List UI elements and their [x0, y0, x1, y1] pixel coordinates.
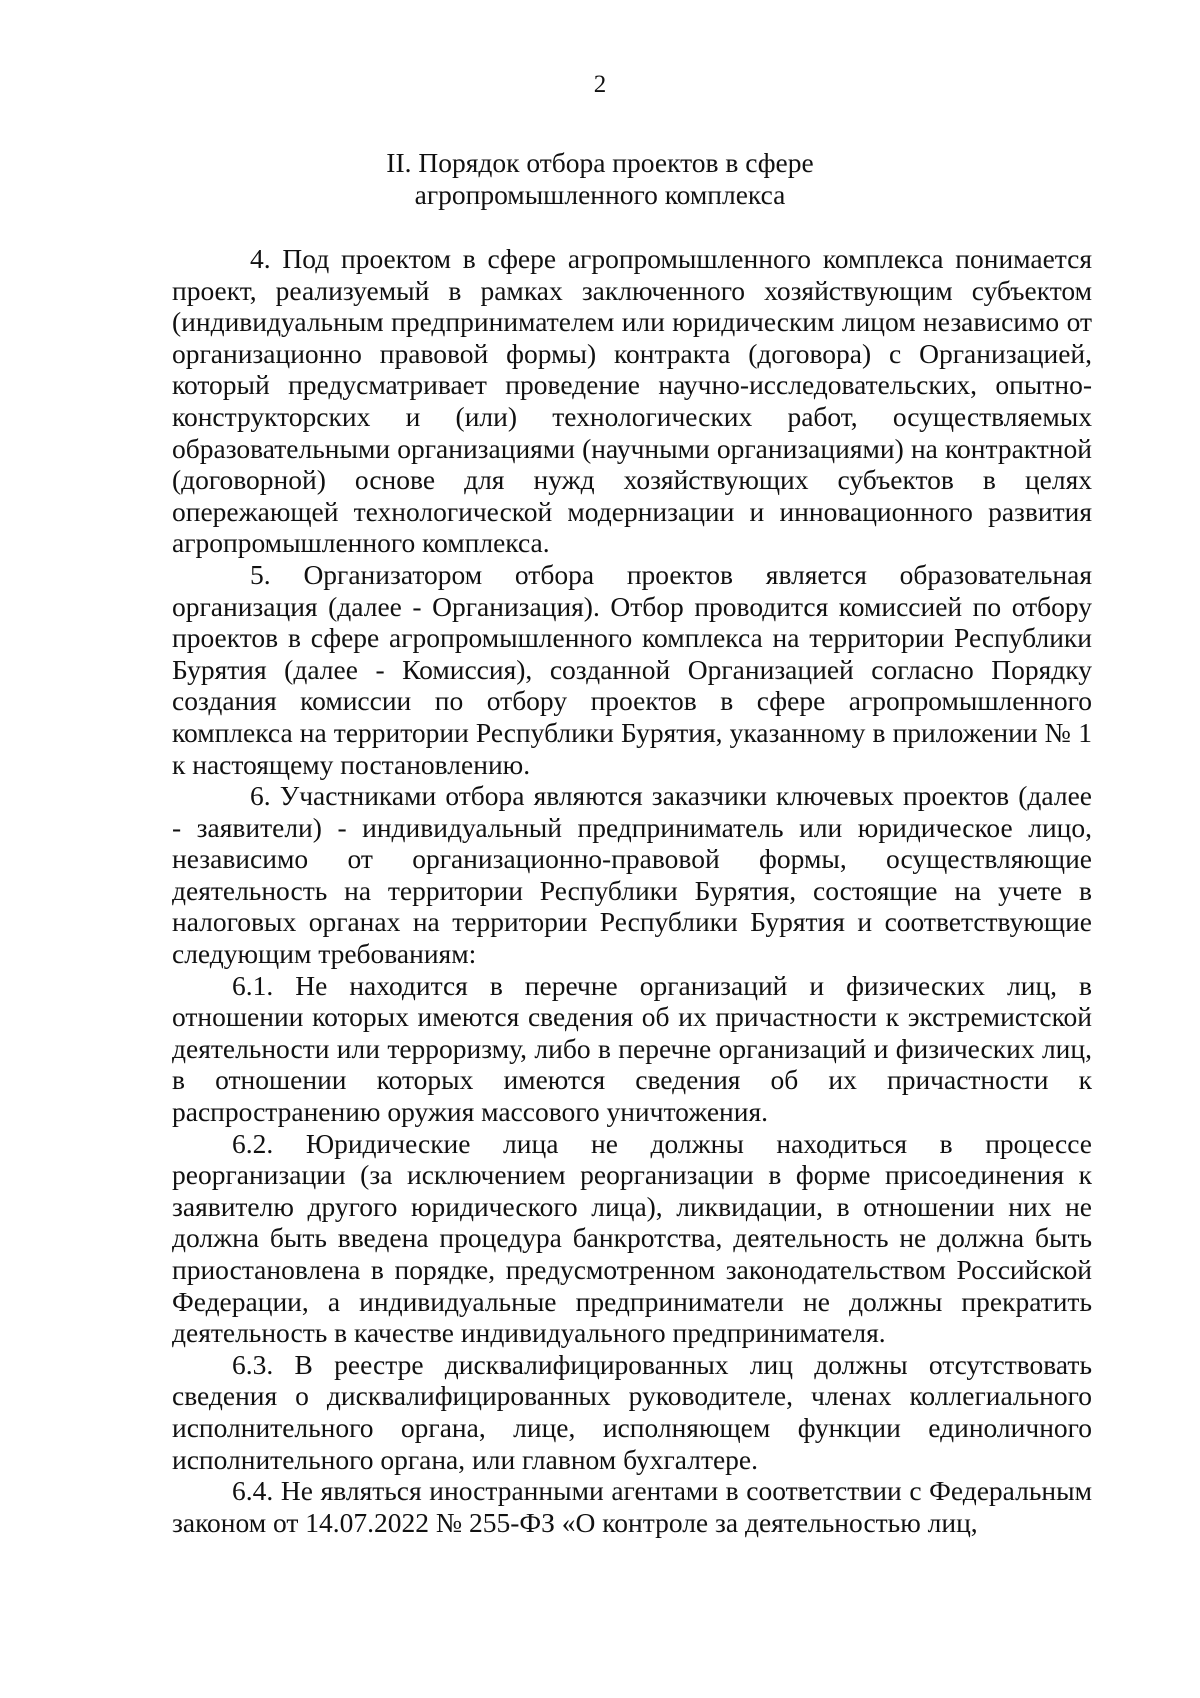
paragraph-6-1: 6.1. Не находится в перечне организаций и физических лиц, в отношении которых имеются сведения об их причастности к экстремистской деятельности или терроризму, либо в перечне организаций и физических лиц, в отношении которых имеются сведения об их причастности к распространению оружия массового уничтожения. [172, 969, 1092, 1128]
paragraph-5: 5. Организатором отбора проектов является образовательная организация (далее - Организация). Отбор проводится комиссией по отбору проектов в сфере агропромышленного комплекса на территории Республики Бурятия (далее - Комиссия), созданной Организацией согласно Порядку создания комиссии по отбору проектов в сфере агропромышленного комплекса на территории Республики Бурятия, указанному в приложении № 1 к настоящему постановлению. [172, 558, 1092, 780]
section-heading-line-2: агропромышленного комплекса [414, 179, 786, 210]
paragraph-6: 6. Участниками отбора являются заказчики ключевых проектов (далее - заявители) - индивидуальный предприниматель или юридическое лицо, независимо от организационно-правовой формы, осуществляющие деятельность на территории Республики Бурятия, состоящие на учете в налоговых органах на территории Республики Бурятия и соответствующие следующим требованиям: [172, 780, 1092, 970]
document-body [172, 243, 1092, 1538]
page-number: 2 [593, 71, 607, 98]
paragraph-4: 4. Под проектом в сфере агропромышленного комплекса понимается проект, реализуемый в рамках заключенного хозяйствующим субъектом (индивидуальным предпринимателем или юридическим лицом независимо от организационно правовой формы) контракта (договора) с Организацией, который предусматривает проведение научно-исследовательских, опытно-конструкторских и (или) технологических работ, осуществляемых образовательными организациями (научными организациями) на контрактной (договорной) основе для нужд хозяйствующих субъектов в целях опережающей технологической модернизации и инновационного развития агропромышленного комплекса. [172, 243, 1092, 559]
paragraph-6-4: 6.4. Не являться иностранными агентами в соответствии с Федеральным законом от 14.07.2022 № 255-ФЗ «О контроле за деятельностью лиц, [172, 1475, 1092, 1538]
paragraph-6-2: 6.2. Юридические лица не должны находиться в процессе реорганизации (за исключением реорганизации в форме присоединения к заявителю другого юридического лица), ликвидации, в отношении них не должна быть введена процедура банкротства, деятельность не должна быть приостановлена в порядке, предусмотренном законодательством Российской Федерации, а индивидуальные предприниматели не должны прекратить деятельность в качестве индивидуального предпринимателя. [172, 1127, 1092, 1349]
paragraph-6-3: 6.3. В реестре дисквалифицированных лиц должны отсутствовать сведения о дисквалифицированных руководителе, членах коллегиального исполнительного органа, лице, исполняющем функции единоличного исполнительного органа, или главном бухгалтере. [172, 1348, 1092, 1475]
section-heading [0, 147, 1200, 211]
section-heading-line-1: II. Порядок отбора проектов в сфере [386, 147, 814, 178]
